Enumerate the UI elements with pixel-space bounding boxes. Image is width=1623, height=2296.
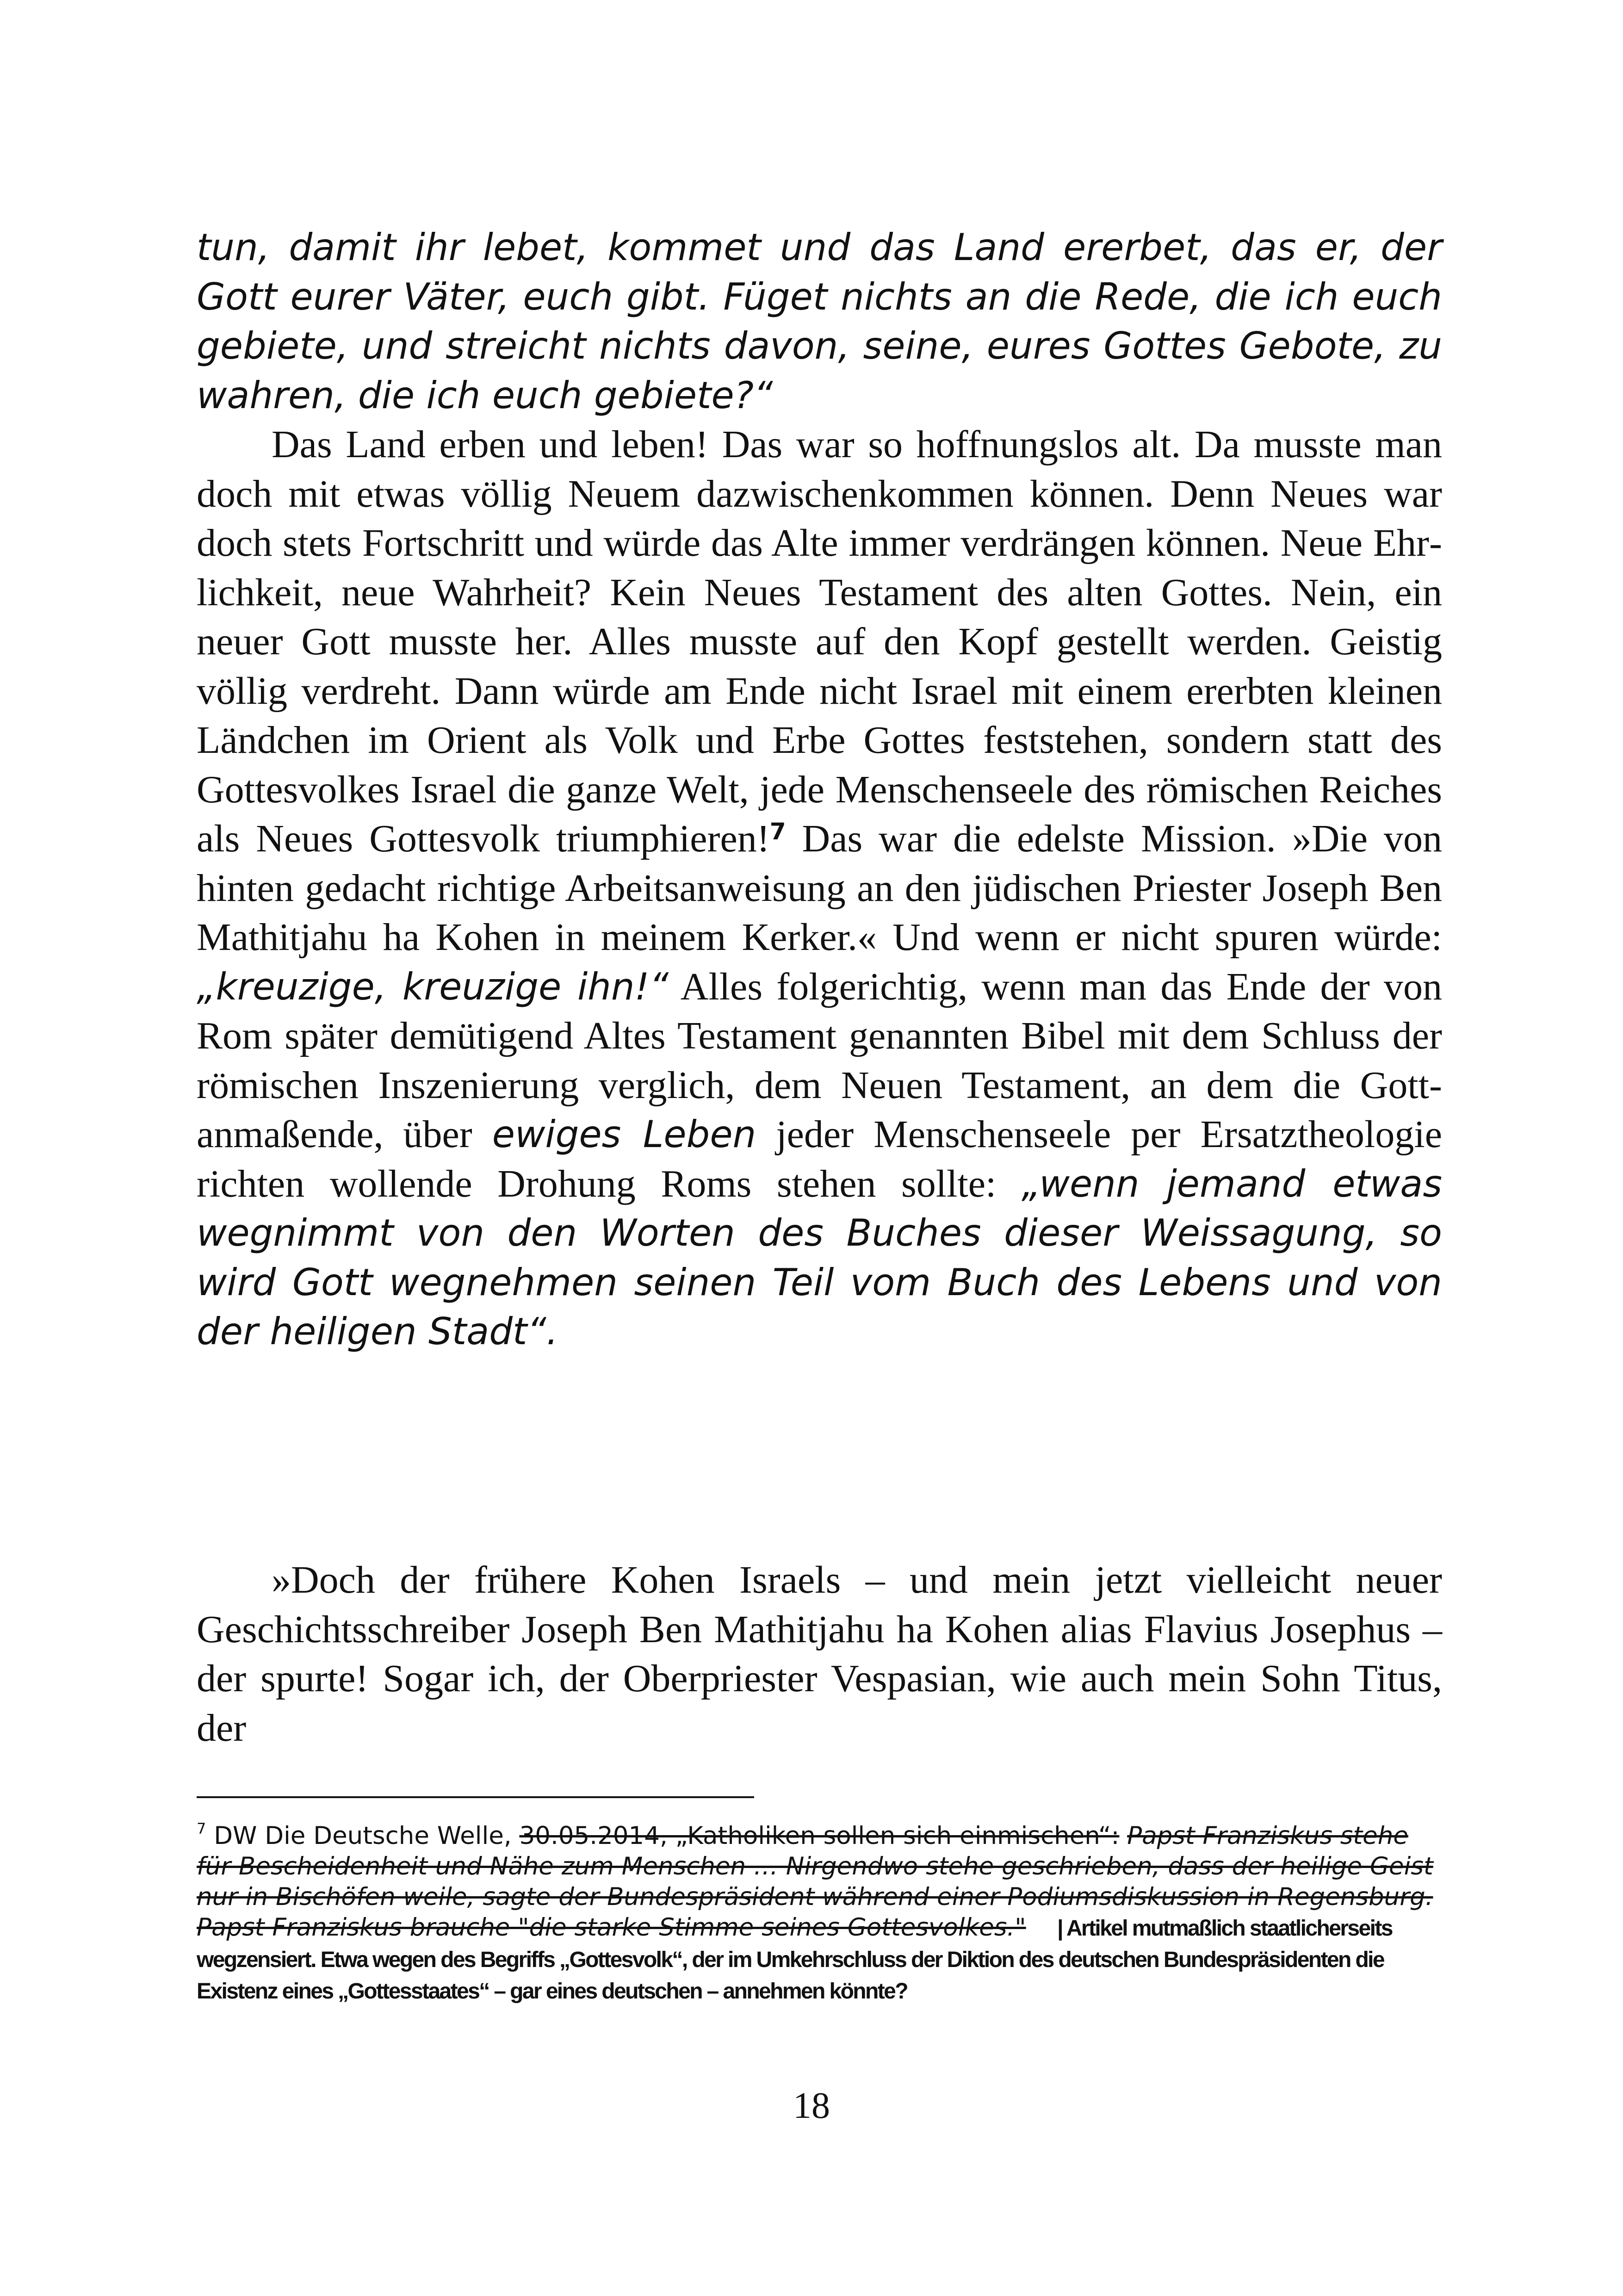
footnote-struck-quote: Papst Franziskus stehe für Bescheidenheit und Nähe zum Menschen … Nirgendwo stehe geschrieben, dass der heilige Geist nur in Bischöfen weile, sagte der Bundespräsident während einer Podiumsdiskussion in Regensburg. Papst Franziskus brauche "die starke Stimme seines Gottesvolkes." bbox=[197, 1822, 1433, 1942]
main-text-4: jeder Menschenseele per Ersatztheologie richten wollende Drohung Roms stehen sollte: bbox=[197, 1113, 1442, 1205]
main-text-1: Das Land erben und leben! Das war so hoffnungslos alt. Da musste man doch mit etwas völlig Neuem dazwischenkommen können. Denn Neues war doch stets Fortschritt und würde das Alte immer verdrängen können. Neue Ehrlichkeit, neue Wahrheit? Kein Neues Testament des alten Gottes. Nein, ein neuer Gott musste her. Alles musste auf den Kopf gestellt werden. Geistig völlig verdreht. Dann würde am Ende nicht Israel mit einem ererbten kleinen Ländchen im Orient als Volk und Erbe Gottes feststehen, sondern statt des Gottesvolkes Israel die ganze Welt, jede Menschenseele des römischen Reiches als Neues Gottesvolk triumphieren! bbox=[197, 423, 1442, 860]
footnote-censorship-note: | Artikel mutmaßlich staatlicherseits wegzensiert. Etwa wegen des Begriffs „Gottesvolk“, der im Umkehrschluss der Diktion des deutschen Bundespräsidenten die Existenz eines „Gottesstaates“ – gar eines deutschen – annehmen könnte? bbox=[197, 1916, 1392, 2004]
footnote-divider bbox=[197, 1796, 754, 1798]
footnote-text bbox=[197, 1821, 1437, 2007]
footnote-reference[interactable]: 7 bbox=[769, 818, 786, 845]
main-paragraph-text bbox=[197, 420, 1442, 1357]
main-text-3: Alles folgerichtig, wenn man das Ende der von Rom später demütigend Altes Testament genannten Bibel mit dem Schluss der römischen Inszenierung verglich, dem Neuen Testament, an dem die Gott-anmaßende, über bbox=[197, 965, 1442, 1156]
page-number: 18 bbox=[793, 2085, 830, 2126]
italic-eternal-life: ewiges Leben bbox=[492, 1113, 756, 1156]
footnote-number: 7 bbox=[197, 1820, 206, 1837]
footnote-struck-title: 30.05.2014, „Katholiken sollen sich einmischen“: bbox=[519, 1822, 1120, 1850]
main-paragraph bbox=[197, 420, 1442, 1357]
last-paragraph bbox=[197, 1556, 1442, 1753]
quote-paragraph bbox=[197, 223, 1442, 420]
italic-quote-revelation: „wenn jemand etwas wegnimmt von den Worten des Buches dieser Weissagung, so wird Gott wegnehmen seinen Teil vom Buch des Lebens und von der heiligen Stadt“. bbox=[197, 1162, 1442, 1353]
quote-text: tun, damit ihr lebet, kommet und das Land ererbet, das er, der Gott eurer Väter, euch gibt. Füget nichts an die Rede, die ich euch gebiete, und streicht nichts davon, seine, eures Gottes Gebote, zu wahren, die ich euch gebiete?“ bbox=[197, 226, 1442, 417]
main-text-2: Das war die edelste Mission. »Die von hinten gedacht richtige Arbeitsanweisung an den jüdischen Priester Joseph Ben Mathitjahu ha Kohen in meinem Kerker.« Und wenn er nicht spuren würde: bbox=[197, 817, 1442, 959]
italic-quote-crucify: „kreuzige, kreuzige ihn!“ bbox=[197, 965, 669, 1008]
footnote bbox=[197, 1821, 1437, 2007]
last-paragraph-text: »Doch der frühere Kohen Israels – und mein jetzt vielleicht neuer Geschichtsschreiber Joseph Ben Mathitjahu ha Kohen alias Flavius Josephus – der spurte! Sogar ich, der Oberpriester Vespasian, wie auch mein Sohn Titus, der bbox=[197, 1558, 1442, 1750]
footnote-source: DW Die Deutsche Welle, bbox=[206, 1822, 520, 1850]
